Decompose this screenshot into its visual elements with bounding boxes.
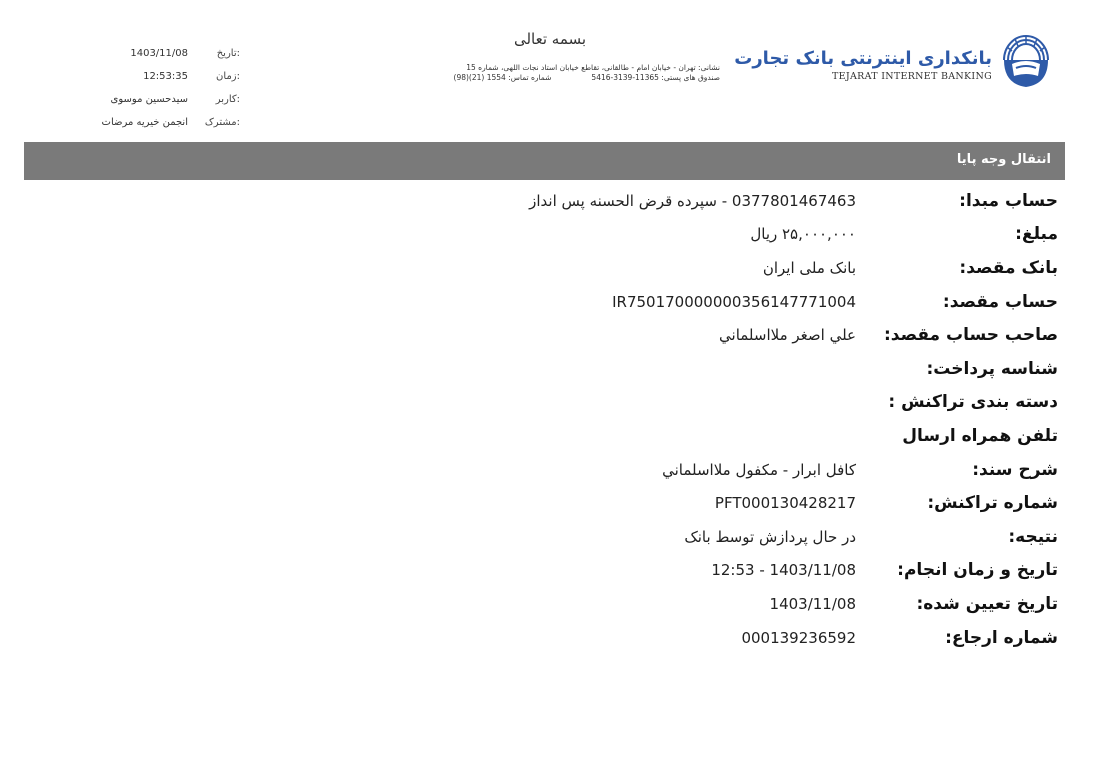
detail-value: علي اصغر ملااسلماني <box>719 326 856 345</box>
detail-row-category <box>24 386 1058 420</box>
detail-value: PFT000130428217 <box>714 494 856 513</box>
detail-label: شماره تراکنش: <box>927 493 1058 514</box>
transfer-details <box>24 184 1058 654</box>
bismillah-heading: بسمه تعالی <box>513 30 587 48</box>
info-time: زمان: 12:53:35 <box>143 71 240 82</box>
detail-row-destination-bank <box>24 251 1058 285</box>
detail-row-execution-datetime <box>24 554 1058 588</box>
detail-label: صاحب حساب مقصد: <box>883 325 1058 346</box>
detail-label: شماره ارجاع: <box>945 627 1058 648</box>
detail-label: حساب مبدا: <box>959 190 1058 211</box>
detail-label: شناسه پرداخت: <box>926 358 1058 379</box>
detail-row-reference-number <box>24 621 1058 655</box>
detail-row-description <box>24 453 1058 487</box>
detail-row-payment-id <box>24 352 1058 386</box>
detail-row-destination-account <box>24 285 1058 319</box>
detail-label: نتیجه: <box>1008 526 1058 547</box>
detail-row-source-account <box>24 184 1058 218</box>
detail-value: 0377801467463 - سپرده قرض الحسنه پس انداز <box>529 191 856 210</box>
detail-value: بانک ملی ایران <box>762 258 856 277</box>
detail-row-account-owner <box>24 318 1058 352</box>
detail-value: 1403/11/08 - 12:53 <box>711 561 856 580</box>
detail-label: بانک مقصد: <box>959 257 1058 278</box>
detail-label: حساب مقصد: <box>942 291 1058 312</box>
info-date: تاریخ: 1403/11/08 <box>130 48 240 59</box>
header-info <box>40 42 240 134</box>
logo-english: TEJARAT INTERNET BANKING <box>832 71 992 82</box>
po-box: صندوق های پستی: 11365-3139-5416 <box>591 73 720 82</box>
detail-value: ۲۵,۰۰۰,۰۰۰ ریال <box>750 225 856 244</box>
page-title: انتقال وجه پایا <box>956 152 1051 167</box>
detail-row-result <box>24 520 1058 554</box>
detail-row-scheduled-date <box>24 587 1058 621</box>
detail-row-transaction-number <box>24 486 1058 520</box>
bank-logo-text <box>734 48 992 82</box>
detail-value: 000139236592 <box>741 628 856 647</box>
bank-emblem-icon <box>998 30 1054 90</box>
detail-value: 1403/11/08 <box>769 594 856 613</box>
detail-label: شرح سند: <box>972 459 1058 480</box>
detail-label: تاریخ و زمان انجام: <box>897 560 1058 581</box>
detail-label: تاریخ تعیین شده: <box>916 593 1058 614</box>
detail-label: دسته بندی تراکنش : <box>888 392 1058 413</box>
detail-row-mobile <box>24 419 1058 453</box>
phone-number: شماره تماس: 1554 (21)(98) <box>453 73 552 82</box>
detail-label: تلفن همراه ارسال <box>902 425 1058 446</box>
logo-persian: بانکداری اینترنتی بانک تجارت <box>734 48 992 69</box>
title-bar <box>24 142 1065 180</box>
bank-address <box>360 63 720 83</box>
detail-value: در حال پردازش توسط بانک <box>684 527 856 546</box>
detail-value: کافل ابرار - مکفول ملااسلماني <box>662 460 856 479</box>
detail-label: مبلغ: <box>1015 224 1058 245</box>
address-line: نشانی: تهران - خیابان امام - طالقانی، تقاطع خیابان استاد نجات اللهی، شماره 15 <box>466 63 720 72</box>
info-user: کاربر: سیدحسین موسوی <box>110 94 240 105</box>
info-subscriber: مشترک: انجمن خیریه مرضات <box>101 117 240 128</box>
detail-row-amount <box>24 218 1058 252</box>
detail-value: IR750170000000356147771004 <box>612 292 856 311</box>
